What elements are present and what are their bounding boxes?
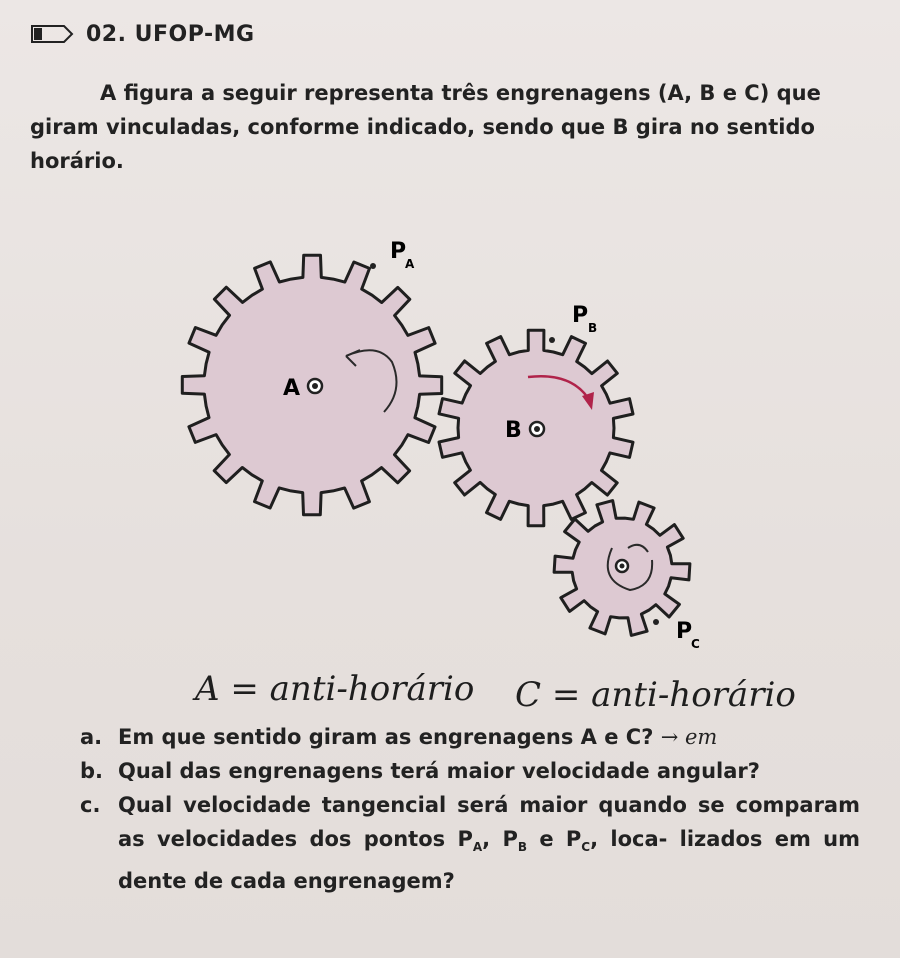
item-b-label: b. [80,759,104,783]
handwriting-gear-c: C = anti-horário [515,675,796,715]
point-c-label: P [676,619,693,644]
point-b-dot [549,337,555,343]
statement-text: A figura a seguir representa três engrenagens (A, B e C) que giram vinculadas, conforme indicado, sendo que B gira no sentido horário. [30,81,821,173]
item-b-text: Qual das engrenagens terá maior velocidade angular? [118,759,760,783]
point-b-sub: B [588,321,598,335]
point-b-label: P [572,303,589,328]
point-c-dot [653,619,659,625]
handwriting-gear-a: A = anti-horário [195,669,475,709]
point-c-sub: C [691,637,700,651]
question-number: 02. UFOP-MG [86,21,255,47]
item-a-handwritten-note: → em [660,725,718,749]
item-a-label: a. [80,725,103,749]
point-a-dot [370,263,376,269]
item-a-text: Em que sentido giram as engrenagens A e C? → em [118,725,718,749]
question-items [80,720,860,898]
item-a [80,720,860,754]
item-c [80,788,860,898]
gear-a-label: A [283,376,301,401]
point-a-label: P [390,239,407,264]
item-b [80,754,860,788]
item-c-text: Qual velocidade tangencial será maior quando se comparam as velocidades dos pontos $P_A$, $P_B$ e $P_C$, loca- lizados em um dente de cada engrenagem? [118,793,860,894]
point-a-sub: A [405,257,415,271]
gear-b-label: B [505,418,522,443]
item-c-label: c. [80,793,101,817]
